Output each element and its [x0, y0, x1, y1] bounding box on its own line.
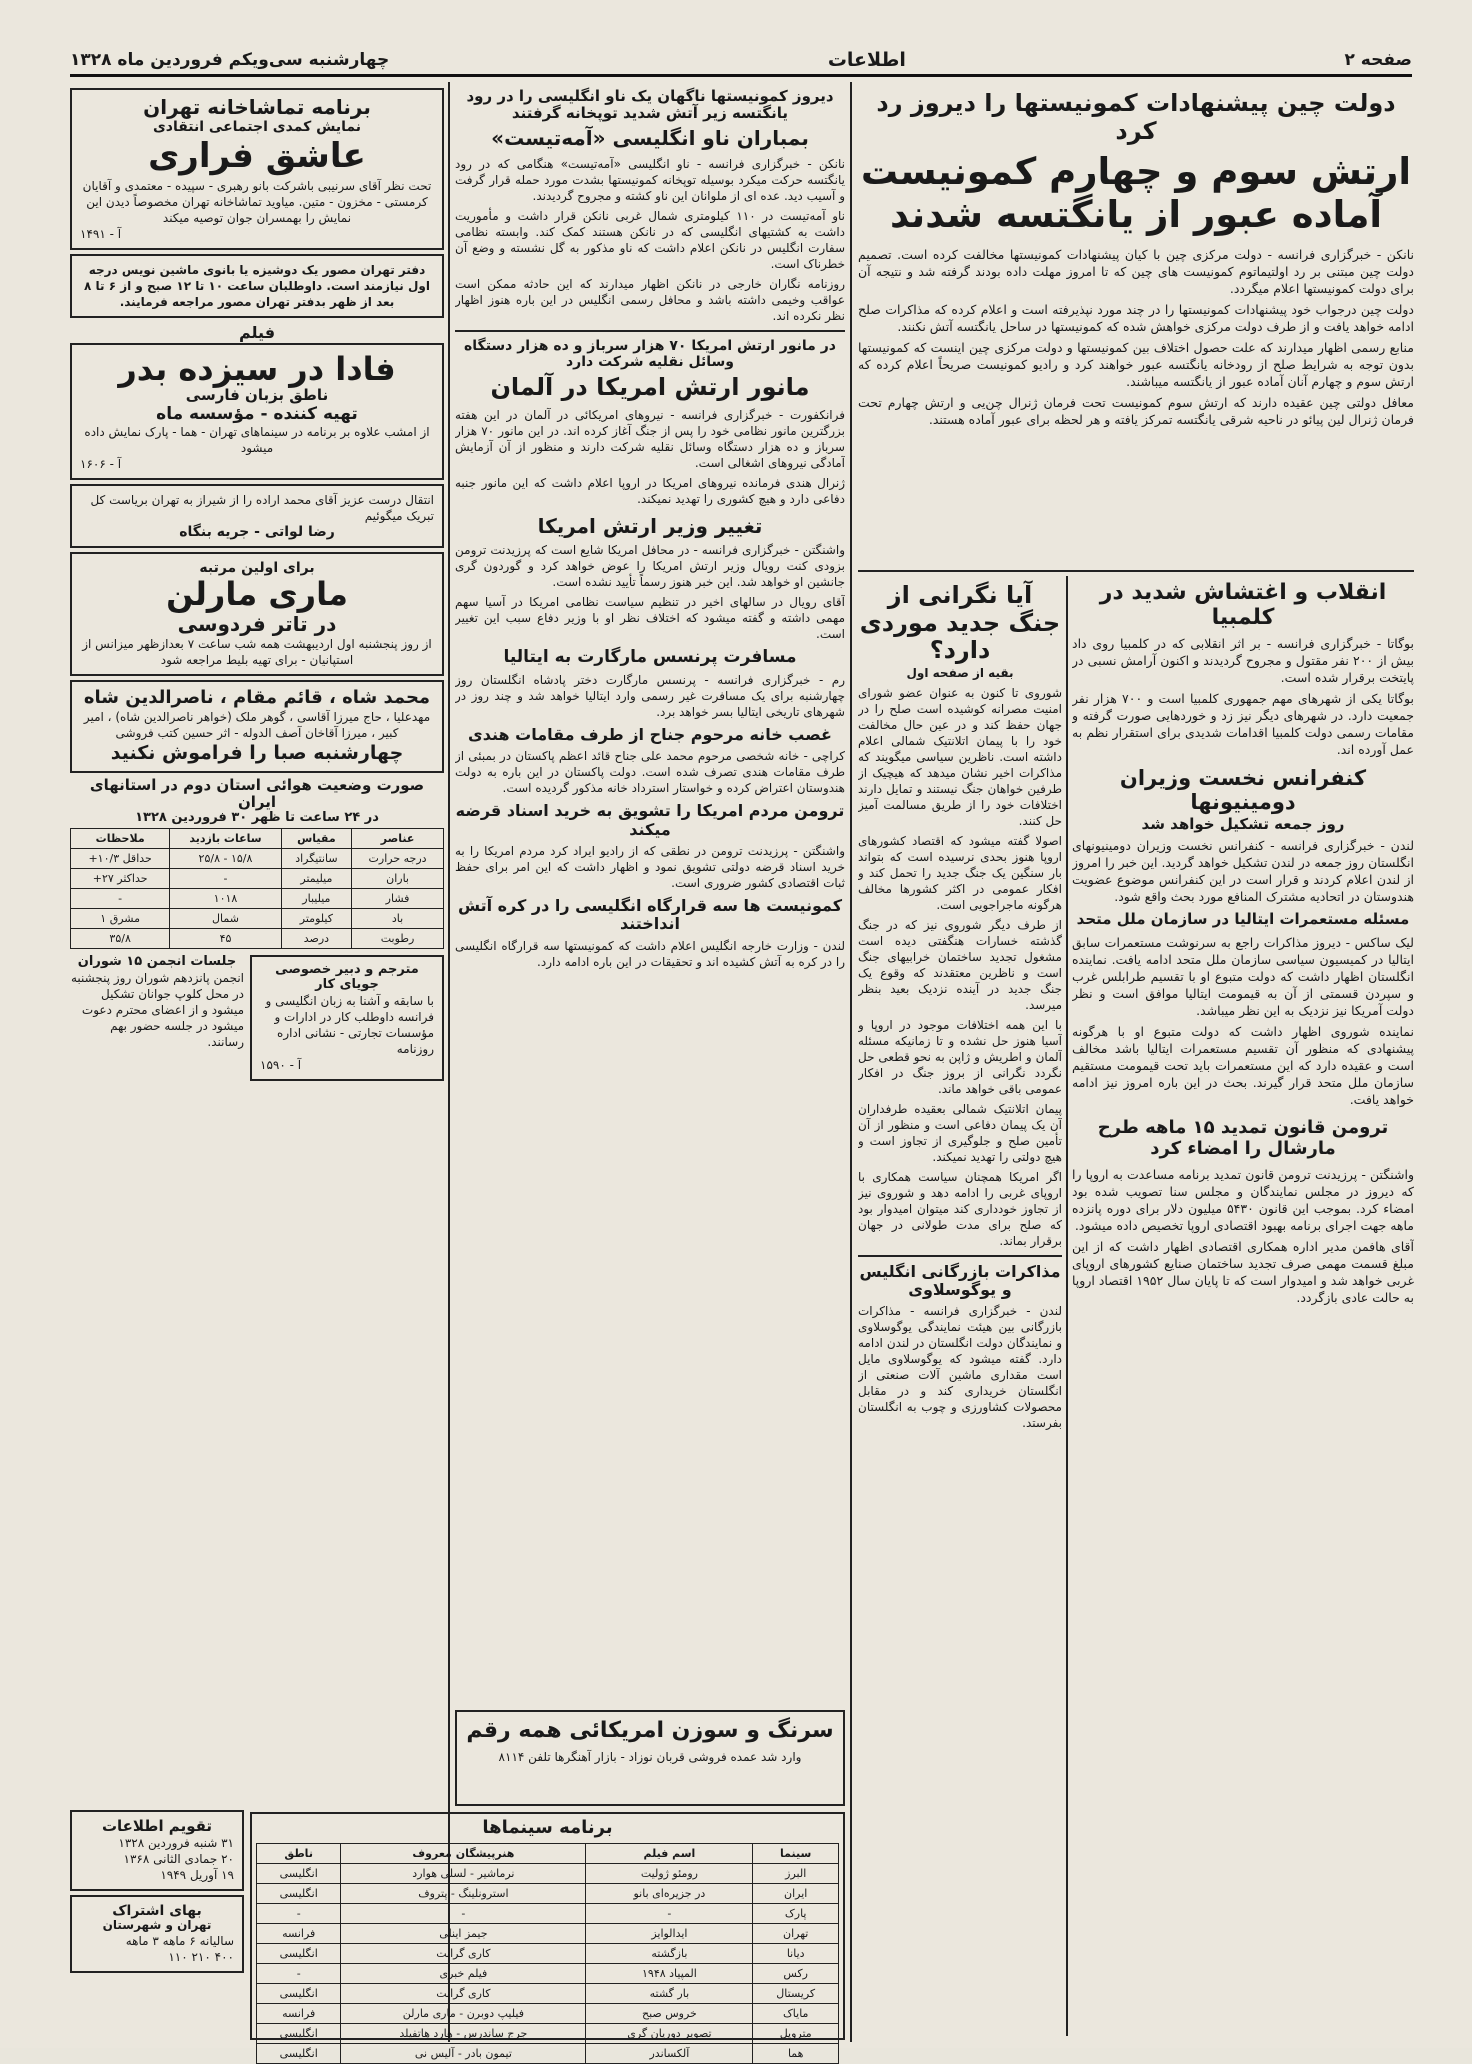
ad-headline: محمد شاه ، قائم مقام ، ناصرالدین شاه — [83, 687, 431, 709]
subscription-subtitle: تهران و شهرستان — [102, 1918, 212, 1933]
paragraph: دولت چین درجواب خود پیشنهادات کمونیستها را در چند مورد نپذیرفته است و اعلام کرده که مذاکرات صلح ادامه خواهد یافت و از طرف دولت مرکزی خواهش شده که کمونیستها در ساحل یانگتسه آتش نکنند. — [858, 302, 1414, 335]
cinema-column-header: هنرپیشگان معروف — [341, 1843, 586, 1863]
weather-column-header: عناصر — [352, 829, 444, 849]
ad-text: مهدعلیا ، حاج میرزا آقاسی ، گوهر ملک (خواهر ناصرالدین شاه) ، امیر کبیر ، میرزا آقاخان آصف الدوله - اثر حسین کتب فروشی — [83, 709, 431, 740]
article-headline: مسافرت پرنسس مارگارت به ایتالیا — [503, 647, 797, 668]
paragraph: نانکن - خبرگزاری فرانسه - دولت مرکزی چین با کیان پیشنهادات کمونیستها مخالفت کرده است. تصمیم دولت چین مبتنی بر رد اولتیماتوم کمونیست های چین که تا امروز مهلت داده بودند گرفته شد و نتیجه آن برای دولت کمونیستها اعلام میگردد. — [858, 247, 1414, 297]
cinema-cell: استرونلینگ - پتروف — [341, 1883, 586, 1903]
film-producer: تهیه کننده - مؤسسه ماه — [156, 403, 358, 424]
book-ad — [70, 680, 444, 773]
paragraph: لیک ساکس - دیروز مذاکرات راجع به سرنوشت مستعمرات سابق ایتالیا در کمیسیون سیاسی سازمان ملل متحد ادامه یافت. نماینده انگلستان اظهار داشت که دولت متبوع او با تقسیم طرابلس غرب و سپردن قسمتی از آن به قیمومت ایتالیا موافق است و نظر دولت آمریکا نیز نزدیک به این نظر میباشد. — [1072, 935, 1414, 1019]
cinema-cell: هما — [753, 2043, 839, 2063]
cinema-cell: انگلیسی — [257, 1983, 341, 2003]
cinema-cell: - — [586, 1903, 753, 1923]
section-label: فیلم — [238, 323, 276, 343]
cinema-cell: نرماشیر - لسلی هوارد — [341, 1863, 586, 1883]
issue-date: چهارشنبه سی‌ویکم فروردین ماه ۱۳۲۸ — [70, 50, 390, 70]
paragraph: ژنرال هندی فرمانده نیروهای امریکا در اروپا اعلام داشت که این مانور جنبه دفاعی دارد و هیچ کشوری را تهدید نمیکند. — [455, 476, 845, 507]
main-headline: ارتش سوم و چهارم کمونیست آماده عبور از یانگتسه شدند — [860, 150, 1412, 236]
paragraph: شوروی تا کنون به عنوان عضو شورای امنیت مصرانه کوشیده است صلح را در جهان حفظ کند و در عین حال مخالفت خود را با پیمان اتلانتیک شمالی اعلام داشته است. ناظرین سیاسی میگویند که مذاکرات اخیر نشان میدهد که هیچیک از طرفین خواهان جنگ نیستند و تمایل دارند اختلافات خود را از طریق مسالمت آمیز حل کنند. — [858, 685, 1062, 828]
cinema-row — [257, 1963, 839, 1983]
cinema-cell: مایاک — [753, 2003, 839, 2023]
weather-row — [71, 849, 444, 869]
cinema-cell: المپیاد ۱۹۴۸ — [586, 1963, 753, 1983]
kicker: در مانور ارتش امریکا ۷۰ هزار سرباز و ده هزار دستگاه وسائل نقلیه شرکت دارد — [464, 337, 836, 370]
cinema-cell: انگلیسی — [257, 2023, 341, 2043]
cinema-cell: جیمز اینلی — [341, 1923, 586, 1943]
cinema-column-header: اسم فیلم — [586, 1843, 753, 1863]
column-middle-news — [455, 84, 845, 1704]
job-ad: دفتر تهران مصور یک دوشیزه یا بانوی ماشین نویس درجه اول نیازمند است. داوطلبان ساعت ۱۰ تا ۱۲ صبح و از ۶ تا ۸ بعد از ظهر بدفتر تهران مصور مراجعه فرمایند. — [70, 254, 444, 318]
weather-row — [71, 869, 444, 889]
classifieds-row — [70, 955, 444, 1081]
weather-column-header: مقیاس — [281, 829, 351, 849]
paragraph: واشنگتن - خبرگزاری فرانسه - در محافل امریکا شایع است که پرزیدنت ترومن بزودی کنت رویال وزیر ارتش امریکا را عوض خواهد کرد و گوردون گری جانشین او خواهد شد. این خبر هنوز رسماً تأیید نشده است. — [455, 543, 845, 590]
weather-report — [70, 777, 444, 949]
cinema-cell: ایران — [753, 1883, 839, 1903]
cinema-cell: در جزیره‌ای بانو — [586, 1883, 753, 1903]
ad-subheadline: نمایش کمدی اجتماعی انتقادی — [152, 119, 362, 135]
paragraph: کراچی - خانه شخصی مرحوم محمد علی جناح قائد اعظم پاکستان در بمبئی از طرف مقامات هندی تصرف شده است. دولت پاکستان در این باره به دولت هندوستان اعتراض کرده و خواستار استرداد خانه مذکور گردیده است. — [455, 749, 845, 796]
paragraph: از طرف دیگر شوروی نیز که در جنگ گذشته خسارات هنگفتی دیده است مشغول تجدید ساختمان خرابیهای جنگ است و ناظرین معتقدند که وقوع یک جنگ جدید در آینده نزدیک بعید بنظر میرسد. — [858, 917, 1062, 1012]
paragraph: پیمان اتلانتیک شمالی بعقیده طرفداران آن یک پیمان دفاعی است و منظور از آن تأمین صلح و جلوگیری از تجاوز است و هیچ دولتی را تهدید نمیکند. — [858, 1101, 1062, 1164]
ad-text: از امشب علاوه بر برنامه در سینماهای تهران - هما - پارک نمایش داده میشود — [84, 425, 430, 456]
theatre-ad-2 — [70, 552, 444, 676]
ad-slogan: چهارشنبه صبا را فراموش نکنید — [110, 741, 404, 764]
advertisement — [455, 1710, 845, 1806]
weather-cell: درجه حرارت — [352, 849, 444, 869]
cinema-cell: تیمون بادر - آلیس نی — [341, 2043, 586, 2063]
cinema-program — [250, 1812, 845, 2060]
calendar-row: ۲۰ جمادی الثانی ۱۳۶۸ — [123, 1852, 234, 1867]
weather-cell: شمال — [170, 909, 281, 929]
cinema-cell: انگلیسی — [257, 1883, 341, 1903]
article-headline: کمونیست ها سه قرارگاه انگلیسی را در کره آتش انداختند — [457, 896, 843, 934]
subscription-row: ۴۰۰ ۲۱۰ ۱۱۰ — [168, 1950, 234, 1965]
cinema-column-header: ناطق — [257, 1843, 341, 1863]
weather-cell: حداکثر ۲۷+ — [71, 869, 170, 889]
cinema-cell: فرانسه — [257, 1923, 341, 1943]
cinema-cell: انگلیسی — [257, 2043, 341, 2063]
paragraph: اصولا گفته میشود که اقتصاد کشورهای اروپا هنوز بحدی نرسیده است که بتواند بار سنگین یک جنگ جدید را تحمل کند و افکار عمومی در اکثر کشورها مخالف هرگونه ماجراجویی است. — [858, 833, 1062, 912]
cinema-cell: رکس — [753, 1963, 839, 1983]
theatre-ad — [70, 88, 444, 250]
article-headline: آیا نگرانی از جنگ جدید موردی دارد؟ — [859, 581, 1061, 665]
article-headline: کنفرانس نخست وزیران دومینیونها — [1119, 765, 1367, 814]
ad-headline: سرنگ و سوزن امریکائی همه رقم — [466, 1718, 834, 1743]
paragraph: فرانکفورت - خبرگزاری فرانسه - نیروهای امریکائی در آلمان در این هفته بزرگترین مانور نظامی خود را پس از جنگ آغاز کرده اند. در این مانور ۷۰ هزار سرباز و ده هزار دستگاه وسائل نقلیه شرکت دارند و منظور از آن آزمایش آمادگی نیروهای اشغالی است. — [455, 408, 845, 471]
paragraph: بوگاتا - خبرگزاری فرانسه - بر اثر انقلابی که در کلمبیا روی داد بیش از ۲۰۰ نفر مقتول و مجروح گردیدند و اکنون آرامش نسبی در پایتخت برقرار شده است. — [1072, 635, 1414, 685]
ad-code: آ - ۱۴۹۱ — [80, 227, 122, 242]
film-title: فادا در سیزده بدر — [118, 349, 396, 388]
weather-cell: ۱۵/۸ - ۲۵/۸ — [170, 849, 281, 869]
cinema-cell: تصویر دوریان گری — [586, 2023, 753, 2043]
section-rule — [858, 570, 1414, 572]
article-headline: ترومن مردم امریکا را تشویق به خرید اسناد قرضه میکند — [455, 801, 845, 839]
page-number: صفحه ۲ — [1344, 50, 1412, 70]
weather-cell: مشرق ۱ — [71, 909, 170, 929]
paragraph: رم - خبرگزاری فرانسه - پرنسس مارگارت دختر پادشاه انگلستان روز چهارشنبه برای یک مسافرت غیر رسمی وارد ایتالیا خواهد شد و چند روز در شهرهای تاریخی ایتالیا بسر خواهد برد. — [455, 672, 845, 719]
calendar-box — [70, 1810, 244, 2036]
cinema-cell: البرز — [753, 1863, 839, 1883]
weather-cell: سانتیگراد — [281, 849, 351, 869]
translator-ad — [250, 955, 444, 1081]
page-header — [70, 48, 1412, 72]
weather-row — [71, 929, 444, 949]
article-continuation: بقیه از صفحه اول — [906, 665, 1014, 680]
cinema-cell: فیلم خبری — [341, 1963, 586, 1983]
notice-text: انتقال درست عزیز آقای محمد اراده را از شیراز به تهران بریاست کل تبریک میگوئیم — [90, 493, 434, 524]
article-headline: انقلاب و اغتشاش شدید در کلمبیا — [1099, 580, 1387, 631]
cinema-cell: بار گشته — [586, 1983, 753, 2003]
cinema-cell: متروپل — [753, 2023, 839, 2043]
article-subheadline: روز جمعه تشکیل خواهد شد — [1141, 814, 1345, 833]
cinema-cell: آلکساندر — [586, 2043, 753, 2063]
cinema-cell: انگلیسی — [257, 1943, 341, 1963]
film-subtitle: ناطق بزبان فارسی — [185, 386, 329, 405]
meeting-notice — [70, 955, 244, 1081]
weather-row — [71, 909, 444, 929]
play-title: عاشق فراری — [148, 136, 366, 177]
article-headline: مانور ارتش امریکا در آلمان — [490, 372, 810, 401]
weather-row — [71, 889, 444, 909]
notice-signature: رضا لواتی - جریه بنگاه — [179, 524, 335, 541]
weather-cell: حداقل ۱۰/۳+ — [71, 849, 170, 869]
cinema-row — [257, 2003, 839, 2023]
cinema-table — [256, 1843, 839, 2064]
cinema-cell: جرج ساندرس - هارد هاتفیلد — [341, 2023, 586, 2043]
article-headline: غصب خانه مرحوم جناح از طرف مقامات هندی — [468, 724, 832, 744]
column-analysis — [858, 576, 1062, 2036]
paragraph: معافل دولتی چین عقیده دارند که ارتش سوم کمونیست تحت فرمان ژنرال چن‌یی و ارتش چهارم تحت فرمان ژنرال لین پیائو در ناحیه شرقی یانگتسه تمرکز یافته و هر لحظه برای عبور آماده هستند. — [858, 395, 1414, 428]
ad-text: با سابقه و آشنا به زبان انگلیسی و فرانسه داوطلب کار در ادارات و مؤسسات تجارتی - نشانی اداره روزنامه — [265, 994, 434, 1056]
cinema-cell: کاری گرانت — [341, 1983, 586, 2003]
subscription-row: سالیانه ۶ ماهه ۳ ماهه — [125, 1934, 234, 1949]
weather-title: صورت وضعیت هوائی استان دوم در استانهای ایران — [89, 775, 425, 811]
cinema-cell: - — [341, 1903, 586, 1923]
weather-cell: میلیبار — [281, 889, 351, 909]
cinema-row — [257, 1903, 839, 1923]
section-rule — [858, 1255, 1062, 1257]
column-divider — [1066, 576, 1068, 2036]
venue: در تاتر فردوسی — [177, 612, 337, 637]
article-headline: مسئله مستعمرات ایتالیا در سازمان ملل متحد — [1076, 910, 1410, 929]
paragraph: نماینده شوروی اظهار داشت که دولت متبوع او با هرگونه پیشنهادی که منظور آن تقسیم مستعمرات ایتالیا باشد مخالف است و عقیده دارد که این مستعمرات باید تحت قیمومت مستقیم سازمان ملل متحد قرار گیرند. بحث در این باره امروز نیز ادامه خواهد یافت. — [1072, 1024, 1414, 1108]
weather-cell: باران — [352, 869, 444, 889]
ad-text: وارد شد عمده فروشی قربان نوزاد - بازار آهنگرها تلفن ۸۱۱۴ — [498, 1750, 802, 1765]
cinema-row — [257, 1983, 839, 2003]
paragraph: لندن - خبرگزاری فرانسه - مذاکرات بازرگانی بین هیئت نمایندگی یوگوسلاوی و نمایندگان دولت انگلستان در لندن ادامه دارد. گفته میشود که یوگوسلاوی مایل است مقداری ماشین آلات صنعتی از انگلستان خریداری کند و در مقابل محصولات کشاورزی و چوب به انگلستان بفرستد. — [858, 1304, 1062, 1431]
paragraph: لندن - خبرگزاری فرانسه - کنفرانس نخست وزیران دومینیونهای انگلستان روز جمعه در لندن تشکیل خواهد گردید. این خبر را امروز از لندن اعلام کردند و قرار است در این کنفرانس موضوع عضویت هندوستان در اتحادیه مشترک المنافع مورد بحث واقع شود. — [1072, 838, 1414, 905]
calendar-row: ۱۹ آوریل ۱۹۴۹ — [160, 1868, 234, 1883]
weather-cell: کیلومتر — [281, 909, 351, 929]
weather-cell: درصد — [281, 929, 351, 949]
cinema-cell: تهران — [753, 1923, 839, 1943]
cinema-row — [257, 2023, 839, 2043]
weather-cell: - — [170, 869, 281, 889]
weather-subtitle: در ۲۴ ساعت تا ظهر ۳۰ فروردین ۱۳۲۸ — [135, 810, 379, 826]
cinema-row — [257, 1943, 839, 1963]
cinema-cell: کریستال — [753, 1983, 839, 2003]
paragraph: واشنگتن - پرزیدنت ترومن در نطقی که از رادیو ایراد کرد مردم امریکا را به خرید اسناد قرضه دولتی تشویق نمود و اظهار داشت که این امر برای حفظ ثبات اقتصادی کشور ضروری است. — [455, 844, 845, 890]
weather-column-header: ملاحظات — [71, 829, 170, 849]
cinema-cell: دیانا — [753, 1943, 839, 1963]
column-divider — [850, 82, 852, 2042]
article-headline: تغییر وزیر ارتش امریکا — [537, 514, 763, 539]
cinema-column-header: سینما — [753, 1843, 839, 1863]
notice-text: انجمن پانزدهم شوران روز پنجشنبه در محل کلوپ جوانان تشکیل میشود و از اعضای محترم دعوت میشود در جلسه حضور بهم رسانند. — [70, 971, 244, 1050]
weather-cell: باد — [352, 909, 444, 929]
cinema-cell: فیلیپ دوبرن - ماری مارلن — [341, 2003, 586, 2023]
calendar — [70, 1810, 244, 1891]
paragraph: آقای رویال در سالهای اخیر در تنظیم سیاست نظامی امریکا در آسیا سهم مهمی داشته و گفته میشود که اختلاف نظر او با وزیر دفاع سبب این تغییر است. — [455, 595, 845, 642]
paragraph: لندن - وزارت خارجه انگلیس اعلام داشت که کمونیستها سه قرارگاه انگلیسی را در کره به آتش کشیده اند و تحقیقات در این باره ادامه دارد. — [455, 938, 845, 969]
cinema-cell: رومئو ژولیت — [586, 1863, 753, 1883]
cinema-cell: - — [257, 1963, 341, 1983]
cinema-row — [257, 2043, 839, 2063]
subscription-title: بهای اشتراک — [112, 1903, 202, 1920]
paragraph: روزنامه نگاران خارجی در نانکن اظهار میدارند که این حادثه ممکن است عواقب وخیمی داشته باشد و محافل رسمی انگلیس در این باره هنوز اظهار نظر نکرده اند. — [455, 276, 845, 323]
calendar-title: تقویم اطلاعات — [101, 1817, 213, 1835]
ad-kicker: برای اولین مرتبه — [199, 560, 315, 577]
article-headline: ترومن قانون تمدید ۱۵ ماهه طرح مارشال را امضاء کرد — [1097, 1117, 1389, 1160]
cinema-cell: انگلیسی — [257, 1863, 341, 1883]
ad-text: تحت نظر آقای سرنیبی باشرکت بانو رهبری - سپیده - معتمدی و آقایان کرمستی - مخزون - متین. میاوید تماشاخانه تهران مخصوصاً دیدن این نمایش را بهمسران جوان توصیه میکند — [82, 179, 432, 226]
congrats-notice — [70, 484, 444, 548]
cinema-cell: بازگشته — [586, 1943, 753, 1963]
article-headline: بمباران ناو انگلیسی «آمه‌تیست» — [491, 125, 809, 150]
weather-cell: فشار — [352, 889, 444, 909]
weather-cell: ۳۵/۸ — [71, 929, 170, 949]
paragraph: با این همه اختلافات موجود در اروپا و آسیا هنوز حل نشده و تا زمانیکه مسئله آلمان و اطریش و ژاپن به نحو قطعی حل نگردد نگرانی از بروز جنگ در افکار عمومی باقی خواهد ماند. — [858, 1017, 1062, 1096]
cinema-cell: پارک — [753, 1903, 839, 1923]
kicker: دیروز کمونیستها ناگهان یک ناو انگلیسی را در رود یانگتسه زیر آتش شدید توپخانه گرفتند — [466, 87, 834, 123]
paragraph: نانکن - خبرگزاری فرانسه - ناو انگلیسی «آمه‌تیست» هنگامی که در رود یانگتسه حرکت میکرد بوسیله توپخانه کمونیستها بشدت مورد حمله قرار گرفت و آسیب دید. عده ای از ملوانان این ناو کشته و مجروح گردیدند. — [455, 156, 845, 203]
ad-headline: مترجم و دبیر خصوصی جویای کار — [275, 962, 419, 993]
notice-title: جلسات انجمن ۱۵ شوران — [77, 954, 237, 970]
paragraph: اگر امریکا همچنان سیاست همکاری با اروپای غربی را ادامه دهد و شوروی نیز از تجاوز خودداری کند میتوان امیدوار بود که صلح برای مدت طولانی در جهان برقرار بماند. — [858, 1169, 1062, 1248]
paragraph: واشنگتن - پرزیدنت ترومن قانون تمدید برنامه مساعدت به اروپا را که دیروز در مجلس نمایندگان و مجلس سنا تصویب شده بود امضاء کرد. بموجب این قانون ۵۴۳۰ میلیون دلار برای دوره پانزده ماهه جهت اجرای برنامه بهبود اقتصادی اروپا تخصیص داده میشود. — [1072, 1166, 1414, 1233]
ad-text: از روز پنجشنبه اول اردیبهشت همه شب ساعت ۷ بعدازظهر میزانس از استپانیان - برای تهیه بلیط مراجعه شود — [82, 637, 432, 668]
cinema-row — [257, 1883, 839, 1903]
cinema-cell: - — [257, 1903, 341, 1923]
section-rule — [455, 330, 845, 332]
column-world-news — [1072, 576, 1414, 2036]
paragraph: آقای هافمن مدیر اداره همکاری اقتصادی اظهار داشت که از این مبلغ قسمت مهمی صرف تجدید ساختمان صنایع کشورهای اروپای غربی خواهد شد و امیدوار است که تا پایان سال ۱۹۵۲ اقتصاد اروپا به حالت عادی بازگردد. — [1072, 1238, 1414, 1305]
header-rule — [70, 74, 1412, 77]
paragraph: بوگاتا یکی از شهرهای مهم جمهوری کلمبیا است و ۷۰۰ هزار نفر جمعیت دارد. در شهرهای دیگر نیز زد و خوردهایی صورت گرفته و مقامات رسمی دولت کلمبیا اقدامات شدیدی برای استقرار نظم به عمل آورده اند. — [1072, 690, 1414, 757]
paragraph: ناو آمه‌تیست در ۱۱۰ کیلومتری شمال غربی نانکن قرار داشت و مأموریت داشت به کشتیهای انگلیسی که در نانکن هستند کمک کند. وابسته نظامی سفارت انگلیس در نانکن اعلام داشت که ناو مذکور به گل نشسته و وضع آن خطرناک است. — [455, 208, 845, 271]
weather-column-header: ساعات بازدید — [170, 829, 281, 849]
cinema-row — [257, 1923, 839, 1943]
film-ad — [70, 343, 444, 481]
play-title: ماری مارلن — [166, 575, 348, 614]
paper-name: اطلاعات — [827, 49, 906, 71]
calendar-row: ۳۱ شنبه فروردین ۱۳۲۸ — [118, 1836, 234, 1851]
cinema-cell: خروس صبح — [586, 2003, 753, 2023]
column-ads — [70, 84, 444, 1806]
ad-code: آ - ۱۶۰۶ — [80, 457, 122, 472]
weather-table — [70, 828, 444, 949]
cinema-cell: فرانسه — [257, 2003, 341, 2023]
cinema-cell: ایدالوایز — [586, 1923, 753, 1943]
weather-cell: ۴۵ — [170, 929, 281, 949]
ad-code: آ - ۱۵۹۰ — [260, 1058, 302, 1072]
ad-headline: برنامه تماشاخانه تهران — [143, 95, 371, 119]
kicker: دولت چین پیشنهادات کمونیستها را دیروز رد کرد — [876, 89, 1396, 145]
article-headline: مذاکرات بازرگانی انگلیس و یوگوسلاوی — [859, 1261, 1061, 1299]
subscription-box — [70, 1895, 244, 1973]
column-divider — [448, 82, 450, 2042]
cinema-title: برنامه سینماها — [482, 1817, 613, 1838]
weather-cell: - — [71, 889, 170, 909]
cinema-row — [257, 1863, 839, 1883]
weather-cell: ۱۰۱۸ — [170, 889, 281, 909]
weather-cell: میلیمتر — [281, 869, 351, 889]
weather-cell: رطوبت — [352, 929, 444, 949]
cinema-cell: کاری گرانت — [341, 1943, 586, 1963]
paragraph: منابع رسمی اظهار میدارند که علت حصول اختلاف بین کمونیستها و دولت مرکزی چین اینست که کمونیستها بدون توجه به شرایط صلح از رودخانه یانگتسه عبور خواهند کرد و رادیو کمونیست صریحاً اعلام کرده که ارتش سوم و چهارم آنان آماده عبور از یانگتسه میباشند. — [858, 340, 1414, 390]
